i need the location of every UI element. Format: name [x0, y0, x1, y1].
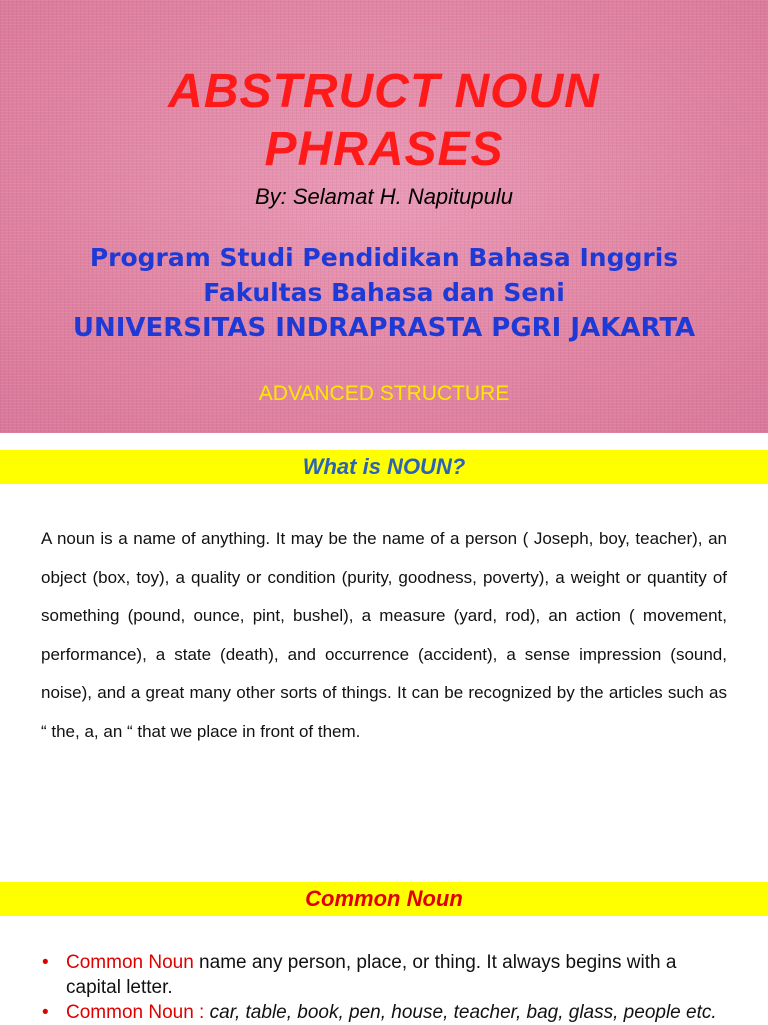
university-name: UNIVERSITAS INDRAPRASTA PGRI JAKARTA [72, 313, 696, 343]
bullet-text: name any person, place, or thing. It always begins with a capital letter. [66, 952, 677, 998]
list-item [42, 950, 732, 1000]
program-line-2: Fakultas Bahasa dan Seni [203, 278, 565, 307]
title-slide [0, 0, 768, 433]
bullet-icon: • [42, 952, 49, 973]
section-heading-what-is-noun: What is NOUN? [0, 450, 768, 484]
bullet-term: Common Noun [66, 952, 194, 973]
course-name: ADVANCED STRUCTURE [258, 382, 510, 405]
noun-definition-paragraph: A noun is a name of anything. It may be the name of a person ( Joseph, boy, teacher), an object (box, toy), a quality or condition (purity, goodness, poverty), a weight or quantity of something (pound, ounce, pint, bushel), a measure (yard, rod), an action ( movement, performance), a state (death), and occurrence (accident), a sense impression (sound, noise), and a great many other sorts of things. It can be recognized by the articles such as “ the, a, an “ that we place in front of them. [41, 529, 727, 741]
bullet-icon: • [42, 1002, 49, 1023]
title-line-2: PHRASES [264, 123, 504, 176]
bullet-text: car, table, book, pen, house, teacher, bag, glass, people etc. [209, 1002, 717, 1023]
program-line-1: Program Studi Pendidikan Bahasa Inggris [89, 243, 679, 272]
title-line-1: ABSTRUCT NOUN [168, 65, 600, 118]
section-heading-common-noun: Common Noun [0, 882, 768, 916]
common-noun-list [42, 950, 732, 1025]
list-item [42, 1000, 732, 1025]
bullet-term: Common Noun : [66, 1002, 210, 1023]
author-byline: By: Selamat H. Napitupulu [254, 184, 514, 209]
